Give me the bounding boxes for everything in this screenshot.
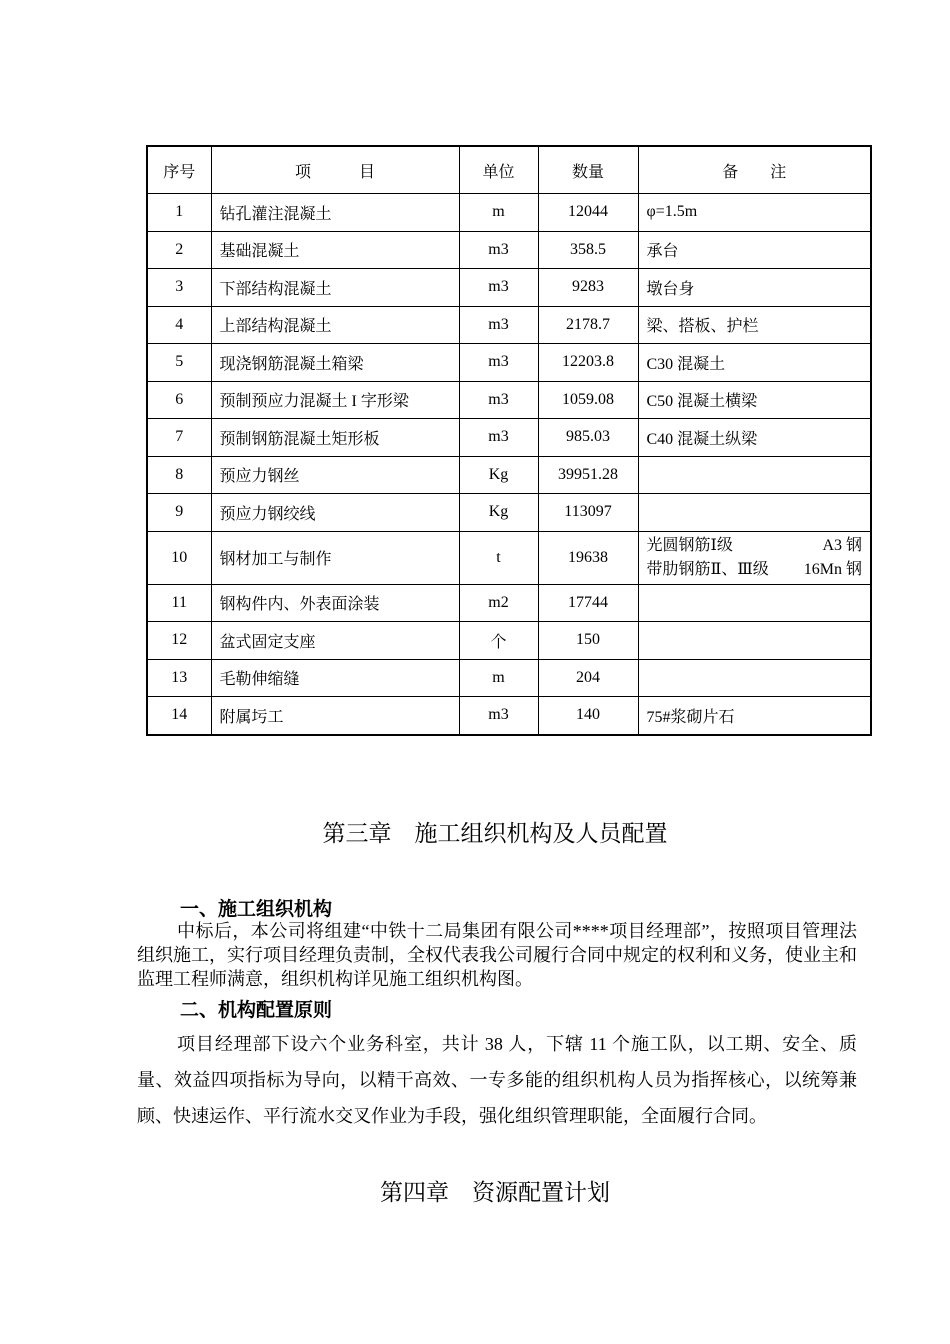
note-line [647, 558, 863, 582]
table-header-row [147, 146, 871, 194]
note-text: 光圆钢筋Ⅰ级 [646, 536, 733, 554]
cell-qty: 358.5 [538, 231, 638, 269]
cell-item: 毛勒伸缩缝 [211, 659, 459, 697]
cell-unit: Kg [459, 456, 538, 494]
note-line [647, 534, 863, 558]
cell-no: 4 [147, 306, 211, 344]
cell-note: C50 混凝土横梁 [638, 381, 871, 419]
chapter-3-title: 第三章 施工组织机构及人员配置 [322, 821, 668, 847]
cell-qty: 19638 [538, 531, 638, 584]
cell-unit: m3 [459, 697, 538, 735]
cell-qty: 985.03 [538, 419, 638, 457]
note-text: 16Mn 钢 [803, 560, 862, 578]
cell-note [638, 659, 871, 697]
cell-note [638, 622, 871, 660]
cell-unit: t [459, 531, 538, 584]
section-1-title: 一、施工组织机构 [180, 898, 333, 920]
cell-no: 3 [147, 269, 211, 307]
cell-no: 2 [147, 231, 211, 269]
cell-note: C30 混凝土 [638, 344, 871, 382]
paragraph-text: 中标后，本公司将组建“中铁十二局集团有限公司****项目经理部”，按照项目管理法组织施工，实行项目经理负责制，全权代表我公司履行合同中规定的权利和义务，使业主和监理工程师满意，组织机构详见施工组织机构图。 [137, 921, 857, 989]
cell-unit: m2 [459, 584, 538, 622]
cell-note [638, 584, 871, 622]
cell-item: 下部结构混凝土 [211, 269, 459, 307]
cell-item: 钢材加工与制作 [211, 531, 459, 584]
cell-qty: 2178.7 [538, 306, 638, 344]
cell-no: 7 [147, 419, 211, 457]
cell-no: 12 [147, 622, 211, 660]
table-row [147, 456, 871, 494]
cell-note [638, 531, 871, 584]
header-no: 序号 [147, 146, 211, 194]
cell-unit: Kg [459, 494, 538, 532]
cell-qty: 9283 [538, 269, 638, 307]
cell-item: 盆式固定支座 [211, 622, 459, 660]
cell-item: 附属圬工 [211, 697, 459, 735]
header-qty: 数量 [538, 146, 638, 194]
table-row [147, 697, 871, 735]
cell-unit: m3 [459, 381, 538, 419]
section-2-title: 二、机构配置原则 [180, 999, 333, 1021]
cell-qty: 12044 [538, 194, 638, 232]
cell-item: 钢构件内、外表面涂装 [211, 584, 459, 622]
cell-qty: 113097 [538, 494, 638, 532]
cell-no: 14 [147, 697, 211, 735]
cell-no: 6 [147, 381, 211, 419]
cell-item: 上部结构混凝土 [211, 306, 459, 344]
table-row [147, 306, 871, 344]
chapter-4-title: 第四章 资源配置计划 [380, 1180, 610, 1206]
table-row [147, 194, 871, 232]
table-row [147, 381, 871, 419]
header-note: 备 注 [638, 146, 871, 194]
cell-qty: 140 [538, 697, 638, 735]
cell-note: 墩台身 [638, 269, 871, 307]
table-row [147, 531, 871, 584]
cell-unit: 个 [459, 622, 538, 660]
header-item: 项 目 [211, 146, 459, 194]
cell-note: 梁、搭板、护栏 [638, 306, 871, 344]
section-2-paragraph [137, 1026, 857, 1134]
cell-qty: 12203.8 [538, 344, 638, 382]
cell-no: 5 [147, 344, 211, 382]
cell-item: 预制预应力混凝土 I 字形梁 [211, 381, 459, 419]
paragraph-text: 项目经理部下设六个业务科室，共计 38 人，下辖 11 个施工队，以工期、安全、质量、效益四项指标为导向，以精干高效、一专多能的组织机构人员为指挥核心，以统筹兼顾、快速运作、平行流水交叉作业为手段，强化组织管理职能，全面履行合同。 [137, 1034, 857, 1126]
cell-unit: m3 [459, 419, 538, 457]
cell-note: 75#浆砌片石 [638, 697, 871, 735]
cell-qty: 150 [538, 622, 638, 660]
cell-qty: 204 [538, 659, 638, 697]
note-text: A3 钢 [822, 536, 862, 554]
cell-note [638, 456, 871, 494]
cell-item: 预应力钢丝 [211, 456, 459, 494]
cell-item: 基础混凝土 [211, 231, 459, 269]
cell-unit: m3 [459, 269, 538, 307]
cell-qty: 39951.28 [538, 456, 638, 494]
cell-item: 现浇钢筋混凝土箱梁 [211, 344, 459, 382]
cell-unit: m3 [459, 306, 538, 344]
cell-item: 预制钢筋混凝土矩形板 [211, 419, 459, 457]
cell-unit: m [459, 194, 538, 232]
table-row [147, 419, 871, 457]
quantity-table [146, 145, 872, 736]
table-row [147, 269, 871, 307]
cell-no: 1 [147, 194, 211, 232]
cell-item: 预应力钢绞线 [211, 494, 459, 532]
cell-no: 9 [147, 494, 211, 532]
cell-note: 承台 [638, 231, 871, 269]
cell-qty: 1059.08 [538, 381, 638, 419]
table-row [147, 622, 871, 660]
cell-no: 13 [147, 659, 211, 697]
table-row [147, 344, 871, 382]
table-row [147, 659, 871, 697]
cell-no: 11 [147, 584, 211, 622]
table-row [147, 584, 871, 622]
cell-unit: m3 [459, 231, 538, 269]
cell-note: φ=1.5m [638, 194, 871, 232]
cell-no: 8 [147, 456, 211, 494]
cell-note: C40 混凝土纵梁 [638, 419, 871, 457]
cell-note [638, 494, 871, 532]
cell-qty: 17744 [538, 584, 638, 622]
section-1-paragraph [137, 919, 857, 991]
cell-unit: m [459, 659, 538, 697]
header-unit: 单位 [459, 146, 538, 194]
cell-item: 钻孔灌注混凝土 [211, 194, 459, 232]
cell-no: 10 [147, 531, 211, 584]
note-text: 带肋钢筋Ⅱ、Ⅲ级 [646, 560, 769, 578]
cell-unit: m3 [459, 344, 538, 382]
table-row [147, 494, 871, 532]
table-row [147, 231, 871, 269]
